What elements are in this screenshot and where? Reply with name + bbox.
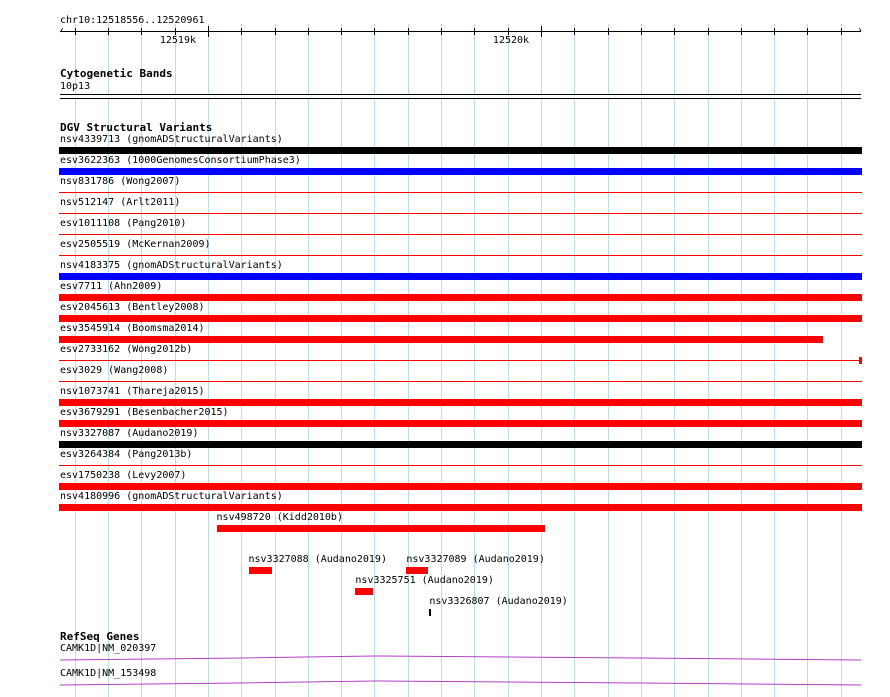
feature-bar[interactable] — [217, 525, 545, 532]
feature-bar[interactable] — [59, 504, 862, 511]
minor-tick — [275, 28, 276, 35]
tick-label: 12519k — [159, 35, 196, 46]
major-tick — [541, 26, 542, 37]
major-tick — [208, 26, 209, 37]
feature-label[interactable]: esv7711 (Ahn2009) — [60, 281, 163, 292]
gene-label[interactable]: CAMK1D|NM_020397 — [60, 643, 157, 654]
ruler-left-arrow: ‹ — [59, 25, 66, 36]
feature-bar[interactable] — [59, 441, 862, 448]
feature-bar[interactable] — [59, 360, 862, 361]
feature-bar[interactable] — [249, 567, 272, 574]
feature-bar[interactable] — [355, 588, 373, 595]
minor-tick — [474, 28, 475, 35]
minor-tick — [241, 28, 242, 35]
minor-tick — [408, 28, 409, 35]
track-title-cytobands: Cytogenetic Bands — [60, 67, 173, 80]
minor-tick — [674, 28, 675, 35]
feature-bar[interactable] — [59, 234, 862, 235]
minor-tick — [741, 28, 742, 35]
feature-label[interactable]: esv3545914 (Boomsma2014) — [60, 323, 205, 334]
cytoband-bar[interactable] — [60, 94, 861, 99]
feature-bar[interactable] — [59, 336, 823, 343]
minor-tick — [175, 28, 176, 35]
feature-bar[interactable] — [59, 381, 862, 382]
feature-label[interactable]: nsv498720 (Kidd2010b) — [216, 512, 343, 523]
feature-label[interactable]: esv3029 (Wang2008) — [60, 365, 169, 376]
feature-label[interactable]: nsv831786 (Wong2007) — [60, 176, 181, 187]
minor-tick — [574, 28, 575, 35]
feature-bar[interactable] — [59, 315, 862, 322]
feature-label[interactable]: esv2733162 (Wong2012b) — [60, 344, 193, 355]
minor-tick — [75, 28, 76, 35]
feature-bar[interactable] — [59, 255, 862, 256]
feature-bar[interactable] — [59, 294, 862, 301]
feature-label[interactable]: nsv3326807 (Audano2019) — [429, 596, 568, 607]
minor-tick — [641, 28, 642, 35]
feature-bar[interactable] — [59, 192, 862, 193]
feature-label[interactable]: esv2505519 (McKernan2009) — [60, 239, 211, 250]
minor-tick — [708, 28, 709, 35]
feature-bar[interactable] — [59, 168, 862, 175]
minor-tick — [374, 28, 375, 35]
feature-label[interactable]: esv1750238 (Levy2007) — [60, 470, 187, 481]
feature-label[interactable]: nsv4180996 (gnomADStructuralVariants) — [60, 491, 283, 502]
feature-bar[interactable] — [59, 399, 862, 406]
feature-bar[interactable] — [429, 609, 431, 616]
tick-label: 12520k — [492, 35, 530, 46]
gene-label[interactable]: CAMK1D|NM_153498 — [60, 668, 157, 679]
feature-label[interactable]: esv3679291 (Besenbacher2015) — [60, 407, 229, 418]
feature-label[interactable]: nsv3325751 (Audano2019) — [355, 575, 494, 586]
feature-label[interactable]: esv2045613 (Bentley2008) — [60, 302, 205, 313]
feature-label[interactable]: nsv4339713 (gnomADStructuralVariants) — [60, 134, 283, 145]
feature-label[interactable]: nsv1073741 (Thareja2015) — [60, 386, 205, 397]
feature-label[interactable]: nsv4183375 (gnomADStructuralVariants) — [60, 260, 283, 271]
minor-tick — [608, 28, 609, 35]
gene-line[interactable] — [0, 652, 890, 664]
minor-tick — [508, 28, 509, 35]
minor-tick — [108, 28, 109, 35]
minor-tick — [141, 28, 142, 35]
feature-label[interactable]: esv3622363 (1000GenomesConsortiumPhase3) — [60, 155, 301, 166]
feature-bar[interactable] — [59, 273, 862, 280]
feature-label[interactable]: nsv3327089 (Audano2019) — [406, 554, 545, 565]
feature-bar[interactable] — [406, 567, 428, 574]
feature-label[interactable]: nsv3327087 (Audano2019) — [60, 428, 199, 439]
track-title-dgv: DGV Structural Variants — [60, 121, 213, 134]
gene-intron-line — [60, 681, 861, 685]
minor-tick — [341, 28, 342, 35]
feature-label[interactable]: esv3264384 (Pang2013b) — [60, 449, 193, 460]
minor-tick — [774, 28, 775, 35]
feature-bar[interactable] — [59, 465, 862, 466]
minor-tick — [841, 28, 842, 35]
gene-intron-line — [60, 656, 861, 660]
feature-label[interactable]: nsv3327088 (Audano2019) — [248, 554, 387, 565]
gene-line[interactable] — [0, 677, 890, 689]
cytoband-label: 10p13 — [60, 81, 91, 92]
minor-tick — [441, 28, 442, 35]
feature-bar[interactable] — [59, 483, 862, 490]
region-label: chr10:12518556..12520961 — [60, 15, 205, 26]
feature-bar[interactable] — [59, 213, 862, 214]
feature-bar[interactable] — [59, 147, 862, 154]
feature-bar[interactable] — [59, 420, 862, 427]
track-title-refseq: RefSeq Genes — [60, 630, 140, 643]
minor-tick — [308, 28, 309, 35]
feature-end-cap — [859, 357, 862, 364]
feature-label[interactable]: esv1011108 (Pang2010) — [60, 218, 187, 229]
ruler-right-arrow: › — [857, 25, 864, 36]
feature-label[interactable]: nsv512147 (Arlt2011) — [60, 197, 181, 208]
minor-tick — [807, 28, 808, 35]
